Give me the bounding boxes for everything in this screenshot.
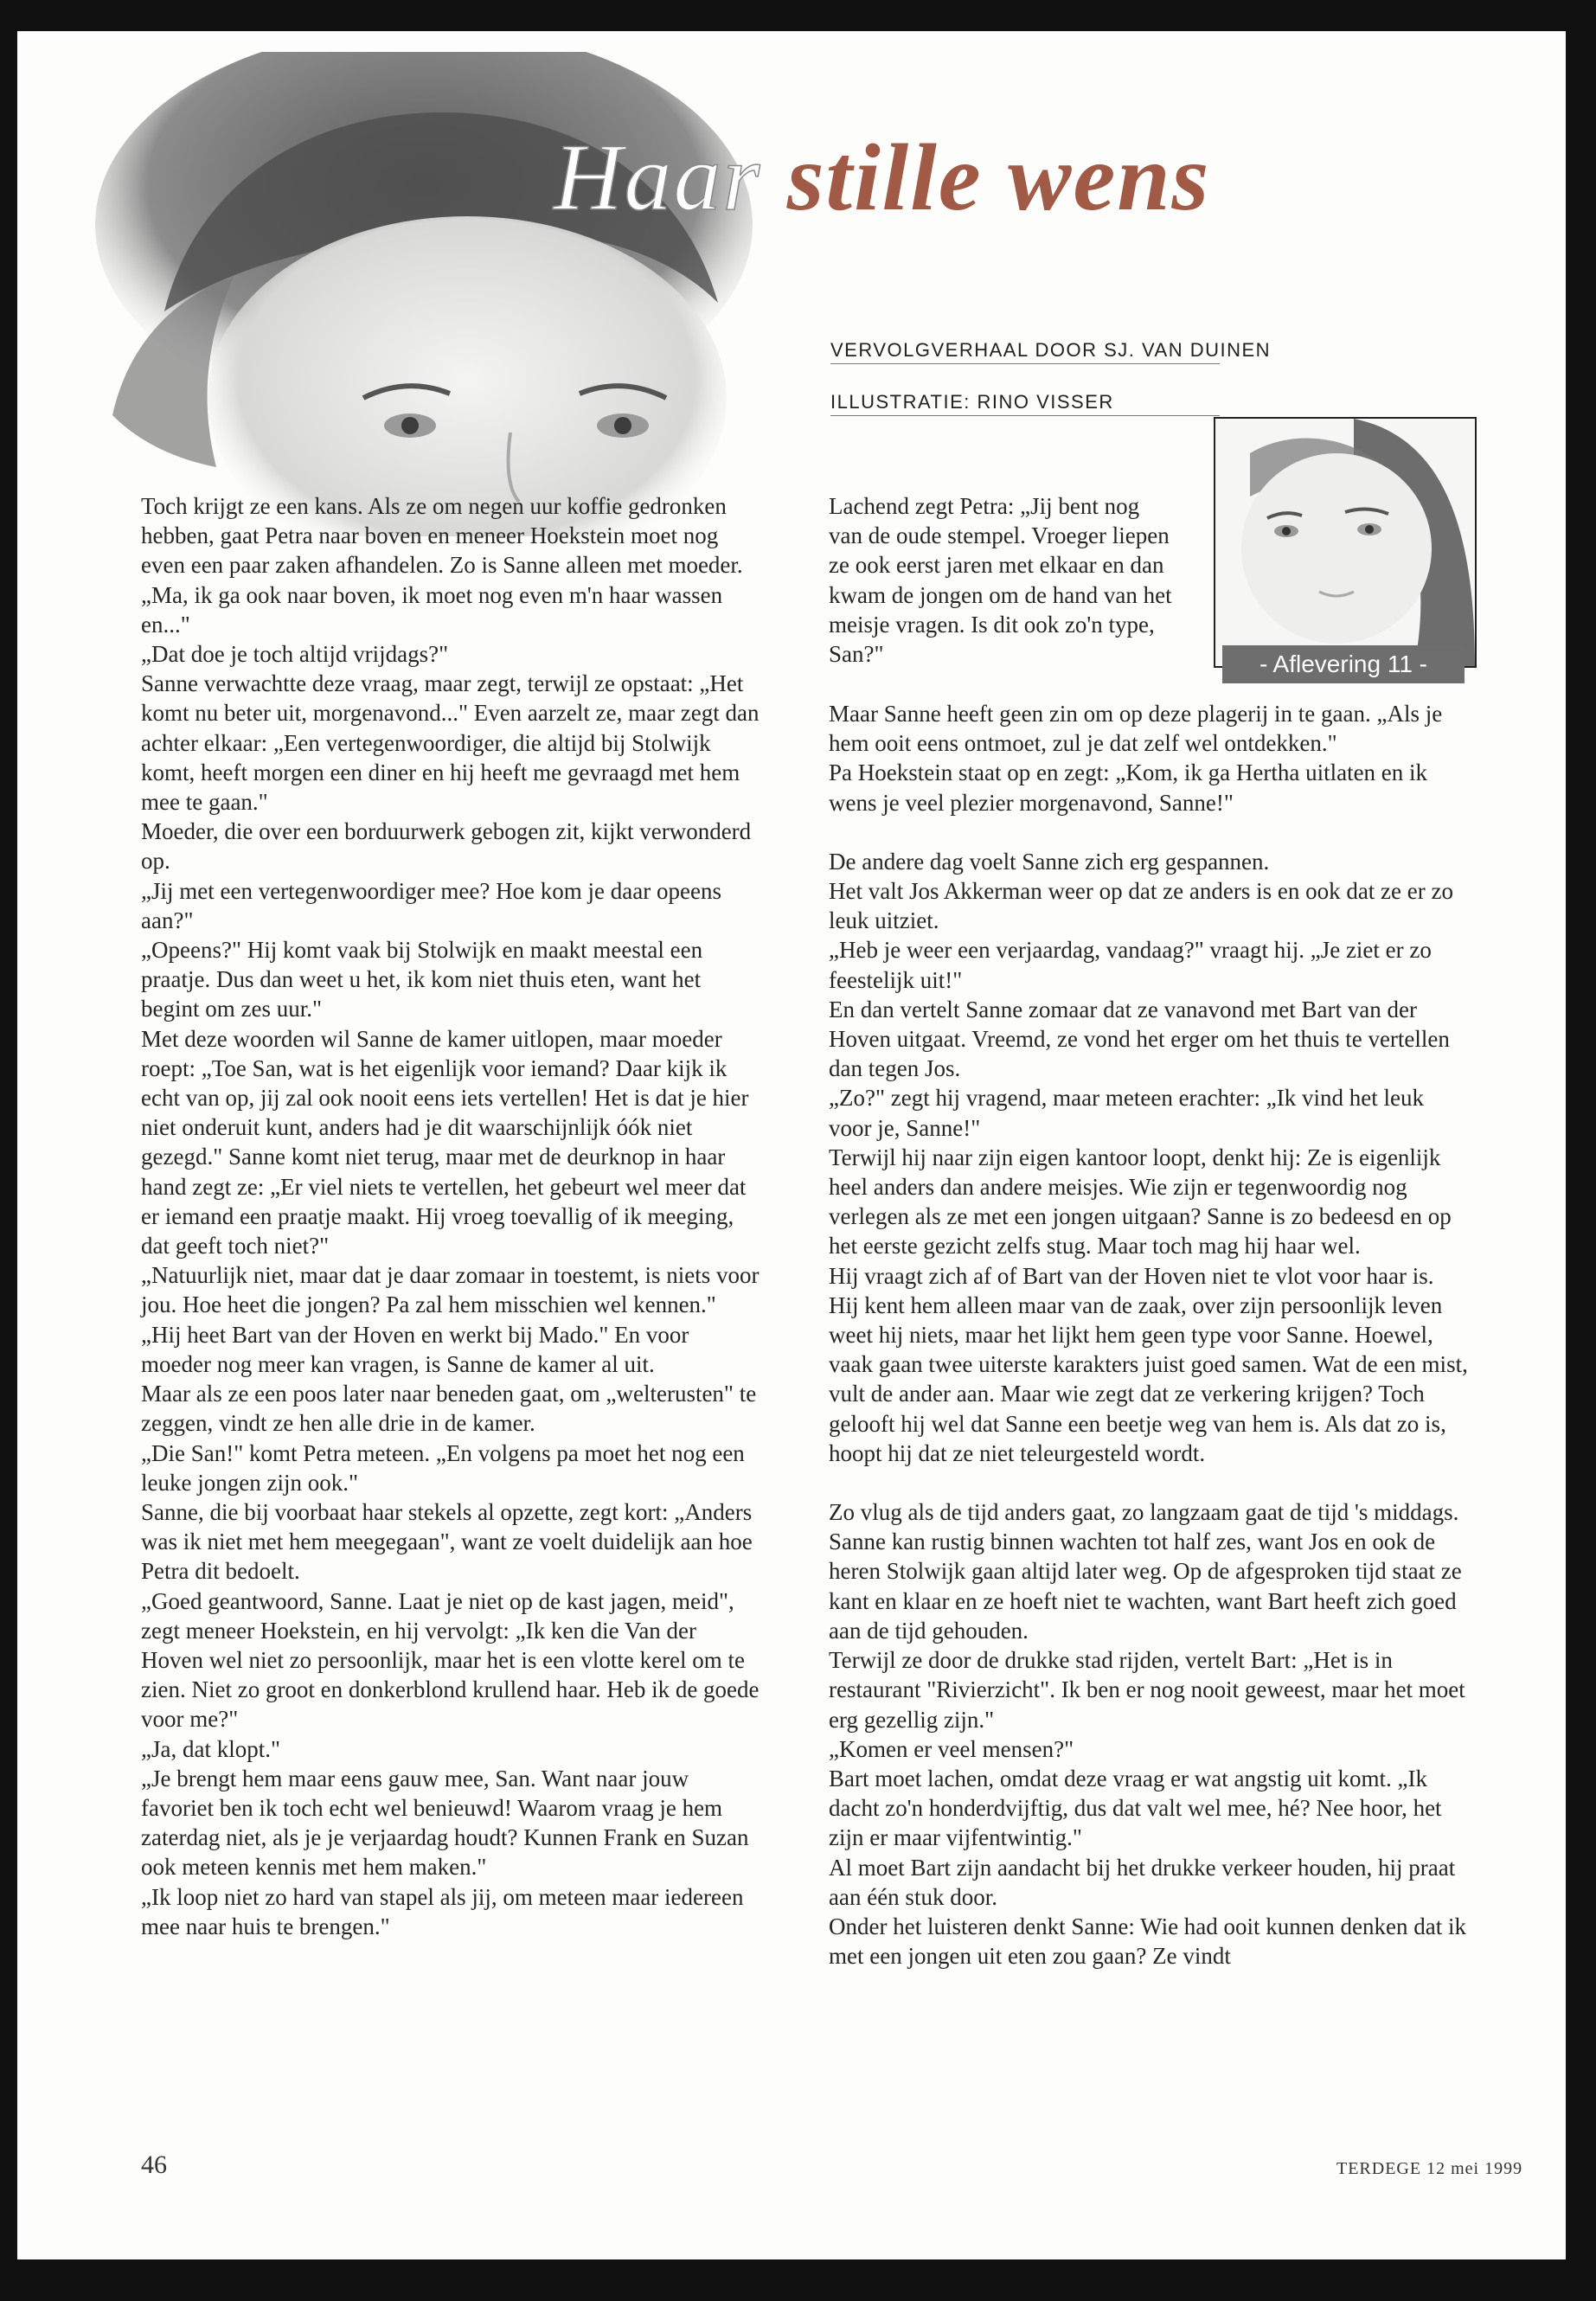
title-part-outline: Haar (554, 125, 762, 230)
scan-border-top (0, 0, 1596, 31)
paragraph: „Dat doe je toch altijd vrijdags?" (141, 641, 449, 668)
paragraph: „Heb je weer een verjaardag, vandaag?" vraagt hij. „Je ziet er zo feestelijk uit!" (829, 937, 1432, 993)
scan-border-right (1566, 0, 1596, 2301)
paragraph: Moeder, die over een borduurwerk gebogen zit, kijkt verwonderd op. (141, 818, 752, 875)
paragraph: Sanne, die bij voorbaat haar stekels al opzette, zegt kort: „Anders was ik niet met hem meegegaan", want ze voelt duidelijk aan hoe Petra dit bedoelt. (141, 1498, 753, 1585)
paragraph: Al moet Bart zijn aandacht bij het drukke verkeer houden, hij praat aan één stuk door. (829, 1854, 1456, 1910)
paragraph: Bart moet lachen, omdat deze vraag er wat angstig uit komt. „Ik dacht zo'n honderdvijftig, dus dat valt wel mee, hé? Nee hoor, het zijn er maar vijfentwintig." (829, 1765, 1442, 1851)
paragraph: „Je brengt hem maar eens gauw mee, San. Want naar jouw favoriet ben ik toch echt wel benieuwd! Waarom vraag je hem zaterdag niet, als je je verjaardag houdt? Kunnen Frank en Suzan ook meteen kennis met hem maken." (141, 1765, 749, 1881)
right-column-top (829, 491, 1175, 669)
paragraph: Het valt Jos Akkerman weer op dat ze anders is en ook dat ze er zo leuk uitziet. (829, 878, 1453, 934)
article-title (554, 125, 1211, 230)
left-column (141, 491, 764, 1941)
paragraph: En dan vertelt Sanne zomaar dat ze vanavond met Bart van der Hoven uitgaat. Vreemd, ze vond het erger om het thuis te vertellen dan tegen Jos. (829, 996, 1450, 1082)
paragraph: Sanne verwachtte deze vraag, maar zegt, terwijl ze opstaat: „Het komt nu beter uit, morgenavond..." Even aarzelt ze, maar zegt dan achter elkaar: „Een vertegenwoordiger, die altijd bij Stolwijk komt, heeft morgen een diner en hij heeft me gevraagd met hem mee te gaan." (141, 670, 760, 816)
paragraph: Onder het luisteren denkt Sanne: Wie had ooit kunnen denken dat ik met een jongen uit eten zou gaan? Ze vindt (829, 1913, 1466, 1970)
paragraph: Maar als ze een poos later naar beneden gaat, om „welterusten" te zeggen, vindt ze hen alle drie in de kamer. (141, 1381, 757, 1437)
paragraph: Hij vraagt zich af of Bart van der Hoven niet te vlot voor haar is. Hij kent hem alleen maar van de zaak, over zijn persoonlijk leven weet hij niets, maar het lijkt hem geen type voor Sanne. Hoewel, vaak gaan twee uiterste karakters juist goed samen. Wat de een mist, vult de ander aan. Maar wie zegt dat ze verkering krijgen? Toch gelooft hij wel dat Sanne een beetje weg van hem is. Als dat zo is, hoopt hij dat ze niet teleurgesteld wordt. (829, 1262, 1468, 1466)
illustrator-credit: ILLUSTRATIE: RINO VISSER (830, 391, 1114, 413)
paragraph: Terwijl ze door de drukke stad rijden, vertelt Bart: „Het is in restaurant "Rivierzicht". Ik ben er nog nooit geweest, maar het moet erg gezellig zijn." (829, 1647, 1465, 1733)
paragraph: „Zo?" zegt hij vragend, maar meteen erachter: „Ik vind het leuk voor je, Sanne!" (829, 1085, 1424, 1141)
paragraph: Lachend zegt Petra: „Jij bent nog van de oude stempel. Vroeger liepen ze ook eerst jaren met elkaar en dan kwam de jongen om de hand van het meisje vragen. Is dit ook zo'n type, San?" (829, 493, 1172, 668)
section-break (829, 817, 1469, 847)
paragraph: Terwijl hij naar zijn eigen kantoor loopt, denkt hij: Ze is eigenlijk heel anders dan andere meisjes. Wie zijn er tegenwoordig nog verlegen als ze met een jongen uitgaan? Sanne is zo bedeesd en op het eerste gezicht zelfs stug. Maar toch mag hij haar wel. (829, 1144, 1452, 1259)
section-break (829, 1468, 1469, 1497)
paragraph: „Die San!" komt Petra meteen. „En volgens pa moet het nog een leuke jongen zijn ook." (141, 1439, 745, 1496)
episode-badge: - Aflevering 11 - (1222, 645, 1465, 683)
paragraph: „Komen er veel mensen?" (829, 1735, 1074, 1762)
paragraph: Pa Hoekstein staat op en zegt: „Kom, ik ga Hertha uitlaten en ik wens je veel plezier morgenavond, Sanne!" (829, 760, 1428, 816)
credit-divider (830, 363, 1220, 364)
title-part-bold: stille wens (786, 125, 1211, 230)
paragraph: „Natuurlijk niet, maar dat je daar zomaar in toestemt, is niets voor jou. Hoe heet die jongen? Pa zal hem misschien wel kennen." (141, 1262, 760, 1318)
paragraph: „Hij heet Bart van der Hoven en werkt bij Mado." En voor moeder nog meer kan vragen, is Sanne de kamer al uit. (141, 1321, 689, 1377)
publication-info: TERDEGE 12 mei 1999 (1336, 2159, 1523, 2178)
author-credit: VERVOLGVERHAAL DOOR SJ. VAN DUINEN (830, 339, 1272, 361)
inset-illustration (1214, 417, 1477, 668)
scan-border-left (0, 0, 17, 2301)
credit-divider (830, 415, 1220, 416)
right-column (829, 699, 1469, 1971)
page-number: 46 (141, 2150, 167, 2179)
paragraph: Maar Sanne heeft geen zin om op deze plagerij in te gaan. „Als je hem ooit eens ontmoet, zul je dat zelf wel ontdekken." (829, 701, 1443, 757)
paragraph: Toch krijgt ze een kans. Als ze om negen uur koffie gedronken hebben, gaat Petra naar boven en meneer Hoekstein moet nog even een paar zaken afhandelen. Zo is Sanne alleen met moeder. (141, 493, 743, 579)
scan-border-bottom (0, 2259, 1596, 2301)
paragraph: „Opeens?" Hij komt vaak bij Stolwijk en maakt meestal een praatje. Dus dan weet u het, ik kom niet thuis eten, want het begint om zes uur." (141, 937, 703, 1022)
paragraph: „Jij met een vertegenwoordiger mee? Hoe kom je daar opeens aan?" (141, 877, 721, 933)
paragraph: „Ja, dat klopt." (141, 1735, 280, 1762)
paragraph: De andere dag voelt Sanne zich erg gespannen. (829, 848, 1270, 875)
paragraph: Zo vlug als de tijd anders gaat, zo langzaam gaat de tijd 's middags. Sanne kan rustig binnen wachten tot half zes, want Jos en ook de heren Stolwijk gaan altijd later weg. Op de afgesproken tijd staat ze kant en klaar en ze hoeft niet te wachten, want Bart heeft zich goed aan de tijd gehouden. (829, 1499, 1462, 1644)
paragraph: Met deze woorden wil Sanne de kamer uitlopen, maar moeder roept: „Toe San, wat is het eigenlijk voor iemand? Daar kijk ik echt van op, jij zal ook nooit eens iets vertellen! Het is dat je hier niet onderuit kunt, anders had je dit waarschijnlijk óók niet gezegd." Sanne komt niet terug, maar met de deurknop in haar hand zegt ze: „Er viel niets te vertellen, het gebeurt wel meer dat er iemand een praatje maakt. Hij vroeg toevallig of ik meeging, dat geeft toch niet?" (141, 1025, 749, 1259)
paragraph: „Goed geantwoord, Sanne. Laat je niet op de kast jagen, meid", zegt meneer Hoekstein, en hij vervolgt: „Ik ken die Van der Hoven wel niet zo persoonlijk, maar het is een vlotte kerel om te zien. Niet zo groot en donkerblond krullend haar. Heb ik de goede voor me?" (141, 1587, 760, 1733)
paragraph: „Ik loop niet zo hard van stapel als jij, om meteen maar iedereen mee naar huis te brengen." (141, 1883, 744, 1939)
paragraph: „Ma, ik ga ook naar boven, ik moet nog even m'n haar wassen en..." (141, 581, 723, 638)
